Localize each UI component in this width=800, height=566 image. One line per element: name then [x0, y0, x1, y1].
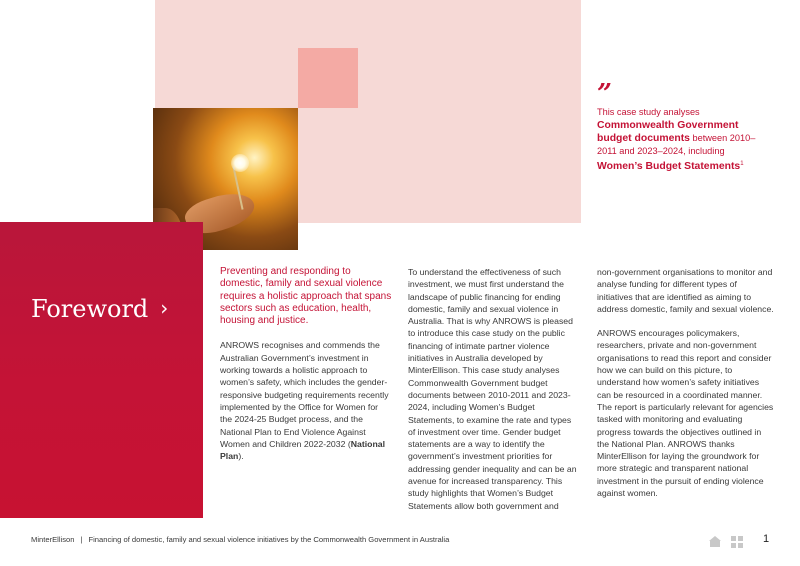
- col2-paragraph: To understand the effectiveness of such investment, we must first understand the landscape of public financing for ending domestic, family and sexual violence in Australia. That is why ANROWS is pleased to introduce this case study on the public financing of intimate partner violence initiatives in Australia developed by MinterEllison. This case study analyses Commonwealth Government budget documents between 2010-2011 and 2023-2024, including Women’s Budget Statements, to examine the rate and types of investment over time. Gender budget statements are a way to identify the government’s investment priorities for addressing gender inequality and can be an avenue for increased transparency. This study highlights that Women’s Budget Statements allow both government and: [408, 267, 577, 511]
- body-column-1: [220, 266, 392, 474]
- quote-mark-icon: ”: [597, 79, 612, 109]
- col1-text-end: ).: [238, 451, 244, 462]
- quote-bold-budget: Commonwealth Government budget documents: [597, 120, 739, 144]
- page-number: 1: [763, 533, 770, 545]
- footer-separator: |: [80, 535, 83, 544]
- foreword-title-text: Foreword: [31, 295, 149, 323]
- grid-icon[interactable]: [731, 536, 743, 548]
- quote-bold-wbs: Women’s Budget Statements: [597, 161, 741, 173]
- home-icon[interactable]: [709, 536, 721, 547]
- quote-footnote-ref: 1: [740, 161, 744, 167]
- pull-quote: [597, 79, 772, 173]
- quote-text-mid: between 2010–2011 and 2023–2024, including: [597, 133, 756, 156]
- quote-text-pre: This case study analyses: [597, 107, 700, 117]
- col1-paragraph: [220, 339, 392, 462]
- body-column-2: [408, 266, 580, 524]
- col3-paragraph-2: ANROWS encourages policymakers, researchers, private and non-government organisations to read this report and consider how we can build on this picture, to understand how women’s safety initiatives can be resourced in a coordinated manner. The report is particularly relevant for agencies tasked with monitoring and evaluating progress towards the objectives outlined in the National Plan. ANROWS thanks MinterEllison for laying the groundwork for more strategic and transparent national investment in the pursuit of ending violence against women.: [597, 328, 774, 499]
- salmon-accent-square: [298, 48, 358, 108]
- body-column-3: [597, 266, 775, 511]
- footer: [31, 535, 449, 544]
- col3-paragraph-1: non-government organisations to monitor and analyse funding for different types of initiatives that are identified as aiming to address domestic, family and sexual violence.: [597, 267, 774, 314]
- chevron-right-icon: ›: [160, 296, 169, 320]
- footer-title: Financing of domestic, family and sexual violence initiatives by the Commonwealth Government in Australia: [88, 535, 450, 544]
- footer-brand: MinterEllison: [31, 535, 75, 544]
- foreword-panel: [0, 222, 203, 518]
- foreword-heading: [31, 294, 168, 323]
- photo-dandelion-head: [231, 154, 249, 172]
- col1-text: ANROWS recognises and commends the Australian Government’s investment in working towards a holistic approach to women’s safety, which includes the gender-responsive budgeting requirements recently implemented by the Office for Women for the 2024-25 Budget process, and the National Plan to End Violence Against Women and Children 2022-2032 (: [220, 340, 389, 449]
- national-plan-bold: National Plan: [220, 438, 385, 462]
- lead-paragraph: Preventing and responding to domestic, family and sexual violence requires a holistic approach that spans sectors such as education, health, housing and justice.: [220, 266, 392, 327]
